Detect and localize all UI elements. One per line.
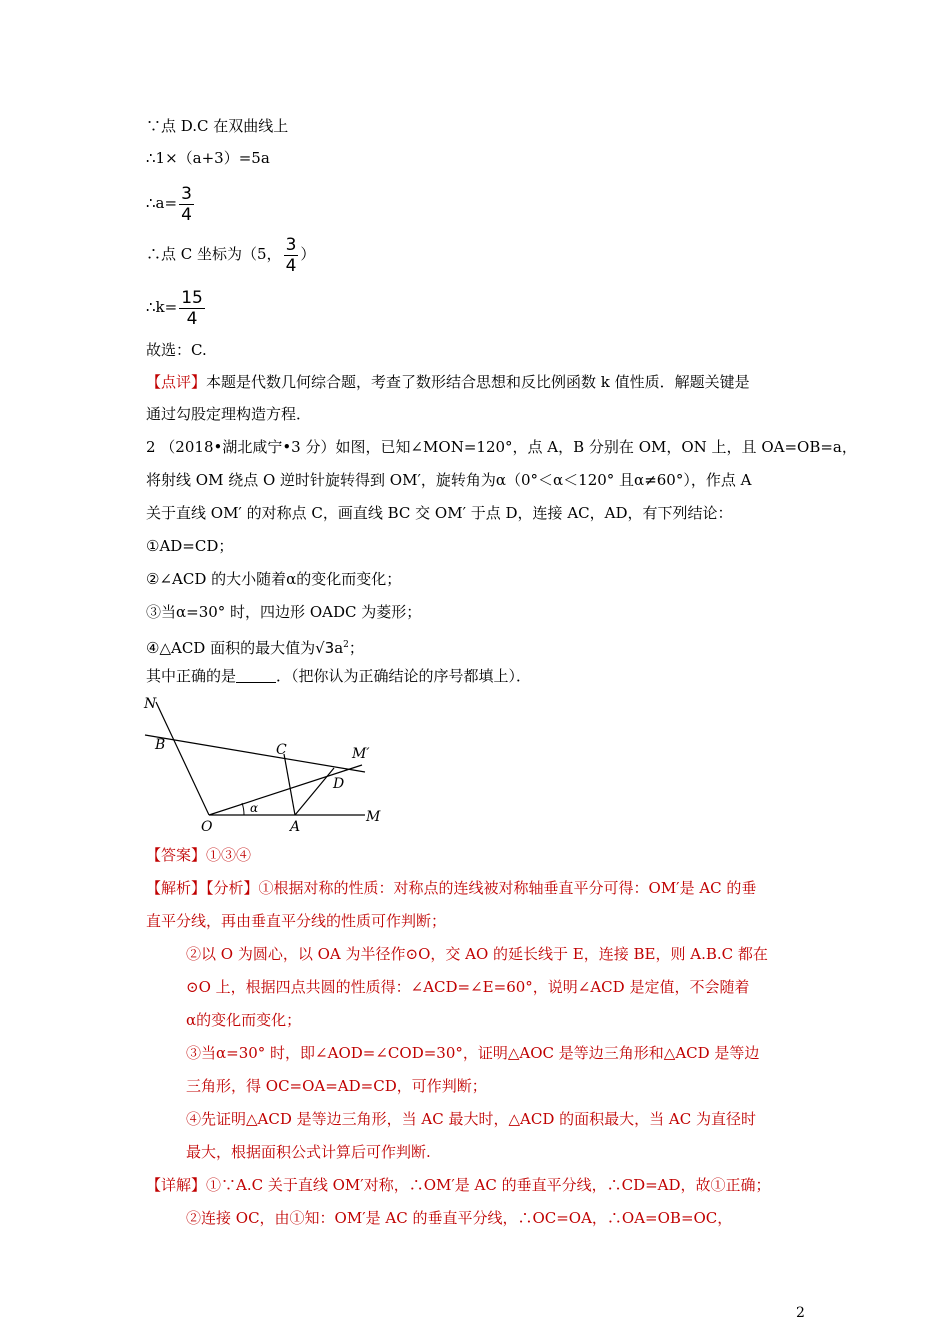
label-N: N [144, 696, 157, 712]
label-alpha: α [250, 801, 259, 815]
segment-CA [284, 754, 295, 815]
solution-line-1: ∵点 D.C 在双曲线上 [146, 117, 289, 135]
answer-line [146, 845, 251, 865]
answer-value: ①③④ [206, 846, 252, 864]
problem-option-2: ②∠ACD 的大小随着α的变化而变化； [146, 570, 402, 588]
comment-line-1: 【点评】本题是代数几何综合题，考查了数形结合思想和反比例函数 k 值性质．解题关键是 [146, 373, 750, 391]
label-D: D [333, 776, 345, 792]
solution-line-4: ∴点 C 坐标为（5， $\frac{3}{4}$ ） [146, 234, 316, 276]
geometry-figure [140, 690, 390, 835]
analysis-line-9: 最大，根据面积公式计算后可作判断. [186, 1143, 431, 1161]
label-B: B [155, 737, 166, 753]
analysis-line-8: ④先证明△ACD 是等边三角形，当 AC 最大时，△ACD 的面积最大，当 AC 为直径时 [186, 1110, 756, 1128]
problem-line-2: 将射线 OM 绕点 O 逆时针旋转得到 OM′，旋转角为α（0°＜α＜120° 且α≠60°），作点 A [146, 471, 752, 489]
page-number: 2 [796, 1305, 805, 1321]
comment-tag: 【点评】 [146, 373, 207, 391]
solution-line-5: ∴k= $\frac{15}{4}$ [146, 287, 203, 329]
analysis-tag: 【解析】【分析】 [146, 879, 259, 897]
segment-AD [295, 768, 334, 815]
problem-question: 其中正确的是 ．（把你认为正确结论的序号都填上）． [146, 667, 532, 685]
problem-option-3: ③当α=30° 时，四边形 OADC 为菱形； [146, 603, 422, 621]
answer-blank [236, 668, 276, 683]
detail-line-2: ②连接 OC，由①知：OM′是 AC 的垂直平分线，∴OC=OA，∴OA=OB=OC， [186, 1209, 733, 1227]
solution-line-2: ∴1×（a+3）=5a [146, 149, 270, 167]
detail-tag: 【详解】 [146, 1176, 207, 1194]
detail-line-1: 【详解】①∵A.C 关于直线 OM′对称，∴OM′是 AC 的垂直平分线，∴CD=AD，故①正确； [146, 1176, 771, 1194]
line-BC [145, 735, 365, 772]
problem-option-1: ①AD=CD； [146, 537, 234, 555]
analysis-line-7: 三角形，得 OC=OA=AD=CD，可作判断； [186, 1077, 487, 1095]
comment-line-2: 通过勾股定理构造方程． [146, 405, 312, 423]
label-M: M [366, 809, 381, 825]
solution-line-3: ∴a= $\frac{3}{4}$ [146, 183, 192, 225]
problem-option-4: ④△ACD 面积的最大值为$√3a^2$； [146, 639, 364, 657]
label-O: O [201, 819, 213, 835]
problem-line-3: 关于直线 OM′ 的对称点 C，画直线 BC 交 OM′ 于点 D，连接 AC，AD，有下列结论： [146, 504, 733, 522]
fraction: $\frac{3}{4}$ [285, 234, 297, 276]
sqrt-symbol: √3 [315, 639, 335, 657]
angle-arc-alpha [242, 803, 244, 815]
answer-tag: 【答案】 [146, 846, 207, 864]
label-M-prime: M′ [352, 746, 370, 762]
solution-line-6: 故选：C. [146, 341, 207, 359]
analysis-line-6: ③当α=30° 时，即∠AOD=∠COD=30°，证明△AOC 是等边三角形和△ACD 是等边 [186, 1044, 760, 1062]
analysis-line-4: ⊙O 上，根据四点共圆的性质得：∠ACD=∠E=60°，说明∠ACD 是定值，不会随着 [186, 978, 750, 996]
analysis-line-1: 【解析】【分析】①根据对称的性质：对称点的连线被对称轴垂直平分可得：OM′是 AC 的垂 [146, 879, 757, 897]
fraction: $\frac{15}{4}$ [181, 287, 203, 329]
analysis-line-2: 直平分线，再由垂直平分线的性质可作判断； [146, 912, 447, 930]
problem-line-1: 2 （2018•湖北咸宁•3 分）如图，已知∠MON=120°，点 A，B 分别在 OM，ON 上，且 OA=OB=a， [146, 438, 857, 456]
line-ON [156, 702, 209, 815]
label-A: A [290, 819, 301, 835]
label-C: C [276, 742, 287, 758]
fraction: $\frac{3}{4}$ [181, 183, 192, 225]
analysis-line-5: α的变化而变化； [186, 1011, 302, 1029]
analysis-line-3: ②以 O 为圆心，以 OA 为半径作⊙O，交 AO 的延长线于 E，连接 BE，则 A.B.C 都在 [186, 945, 768, 963]
